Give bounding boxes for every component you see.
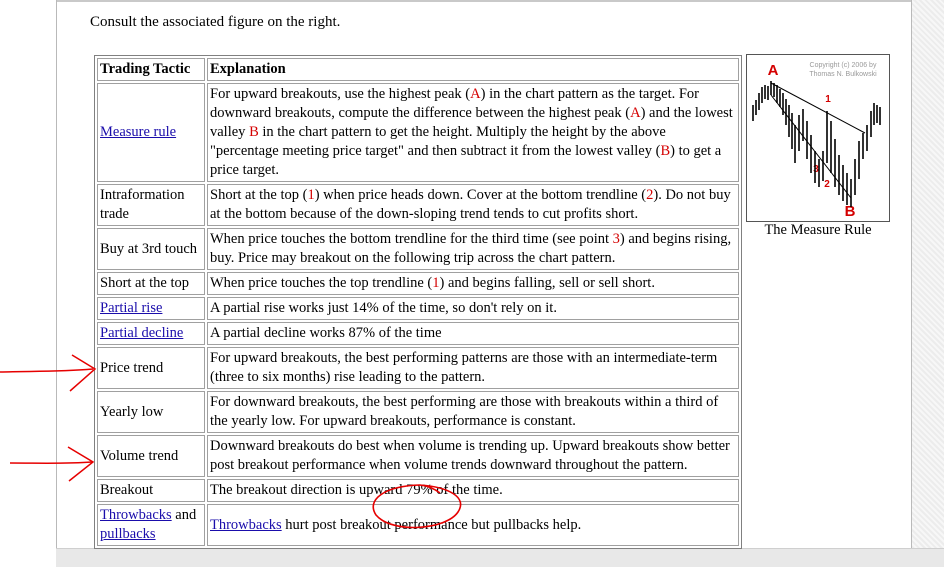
explanation-cell	[207, 83, 739, 182]
text-span: ) and begins rising, buy. Price may breakout on the following trip across the chart pattern.	[210, 231, 732, 266]
tactic-cell	[97, 83, 205, 182]
tactic-cell	[97, 297, 205, 320]
text-span: in the chart pattern to get the height. Multiply the height by the above "percentage meeting price target" and then subtract it from the lowest valley (	[210, 124, 666, 159]
label-b: B	[249, 124, 259, 140]
explanation-cell	[207, 184, 739, 226]
label-3: 3	[612, 231, 620, 247]
valley-label-b: B	[844, 203, 856, 220]
label-a: A	[470, 86, 481, 102]
table-row-partial-rise	[97, 297, 739, 320]
text-span: When price touches the top trendline (	[210, 275, 433, 291]
right-gutter	[912, 0, 944, 548]
label-a: A	[630, 105, 641, 121]
top-border	[56, 0, 912, 2]
table-row-partial-decline	[97, 322, 739, 345]
table-row-yearly-low	[97, 391, 739, 433]
arrow-price-trend	[0, 369, 93, 372]
bottom-scroll-area	[56, 548, 944, 567]
pullbacks-link[interactable]: pullbacks	[100, 526, 156, 542]
point-label-3: 3	[813, 164, 819, 175]
text-span: ) in the chart pattern as the target. For downward breakouts, compute the difference between the highest peak (	[210, 86, 699, 121]
content-left-border	[56, 0, 57, 548]
label-b: B	[660, 143, 671, 159]
label-1: 1	[432, 275, 440, 291]
text-span: Short at the top (	[210, 187, 308, 203]
tactic-cell: Intraformation trade	[97, 184, 205, 226]
table-header-row	[97, 58, 739, 81]
text-span: ) when price heads down. Cover at the bottom trendline (	[314, 187, 647, 203]
table-row-throwbacks	[97, 504, 739, 546]
tactic-cell: Price trend	[97, 347, 205, 389]
explanation-cell: For downward breakouts, the best performing are those with breakouts within a third of the yearly low. For upward breakouts, performance is constant.	[207, 391, 739, 433]
partial-rise-link[interactable]: Partial rise	[100, 300, 163, 316]
text-span: and	[171, 507, 197, 523]
explanation-cell	[207, 228, 739, 270]
table-row-volume-trend	[97, 435, 739, 477]
point-label-1: 1	[825, 94, 831, 105]
table-row-price-trend	[97, 347, 739, 389]
peak-label-a: A	[767, 62, 779, 79]
text-span: ) and begins falling, sell or sell short.	[439, 275, 655, 291]
explanation-cell	[207, 504, 739, 546]
table-row-short-at-top	[97, 272, 739, 295]
arrowhead-volume-trend	[68, 447, 93, 481]
explanation-cell: The breakout direction is upward 79% of the time.	[207, 479, 739, 502]
table-row-measure-rule	[97, 83, 739, 182]
intro-text: Consult the associated figure on the right.	[90, 14, 341, 30]
text-span: ) to get a price target.	[210, 143, 722, 178]
throwbacks-link[interactable]: Throwbacks	[100, 507, 172, 523]
measure-rule-figure	[746, 54, 890, 222]
trading-tactics-table	[94, 55, 742, 549]
tactic-cell: Buy at 3rd touch	[97, 228, 205, 270]
top-trendline	[771, 83, 865, 133]
figure-caption: The Measure Rule	[764, 222, 872, 238]
tactic-cell: Volume trend	[97, 435, 205, 477]
header-explanation: Explanation	[207, 58, 739, 81]
throwbacks-explanation-link[interactable]: Throwbacks	[210, 516, 282, 533]
arrow-volume-trend	[10, 462, 92, 463]
table-row-breakout	[97, 479, 739, 502]
table-row-buy-3rd-touch	[97, 228, 739, 270]
text-span: ). Do not buy at the bottom because of the down-sloping trend tends to cut profits short.	[210, 187, 731, 222]
measure-rule-link[interactable]: Measure rule	[100, 124, 177, 140]
explanation-cell: A partial decline works 87% of the time	[207, 322, 739, 345]
tactic-cell: Short at the top	[97, 272, 205, 295]
text-span: For upward breakouts, use the highest peak (	[210, 86, 471, 102]
explanation-cell	[207, 272, 739, 295]
price-bars	[753, 81, 880, 207]
tactic-cell	[97, 322, 205, 345]
explanation-cell: For upward breakouts, the best performing patterns are those with an intermediate-term (three to six months) rise leading to the pattern.	[207, 347, 739, 389]
tactic-cell	[97, 504, 205, 546]
explanation-cell: Downward breakouts do best when volume is trending up. Upward breakouts show better post breakout performance when volume trends downward throughout the pattern.	[207, 435, 739, 477]
text-span: When price touches the bottom trendline for the third time (see point	[210, 231, 613, 247]
point-label-2: 2	[824, 179, 830, 190]
pattern-chart	[747, 55, 889, 221]
text-span: ) and the lowest valley	[210, 105, 733, 140]
tactic-cell: Yearly low	[97, 391, 205, 433]
label-1: 1	[307, 187, 315, 203]
label-2: 2	[646, 187, 654, 203]
copyright-line-2: Thomas N. Bulkowski	[809, 71, 877, 78]
tactic-cell: Breakout	[97, 479, 205, 502]
explanation-cell: A partial rise works just 14% of the time, so don't rely on it.	[207, 297, 739, 320]
copyright-line-1: Copyright (c) 2006 by	[809, 62, 877, 69]
text-span: hurt post breakout performance but pullbacks help.	[281, 516, 582, 533]
arrowhead-price-trend	[70, 355, 95, 391]
partial-decline-link[interactable]: Partial decline	[100, 325, 184, 341]
header-trading-tactic: Trading Tactic	[97, 58, 205, 81]
table-row-intraformation-trade	[97, 184, 739, 226]
